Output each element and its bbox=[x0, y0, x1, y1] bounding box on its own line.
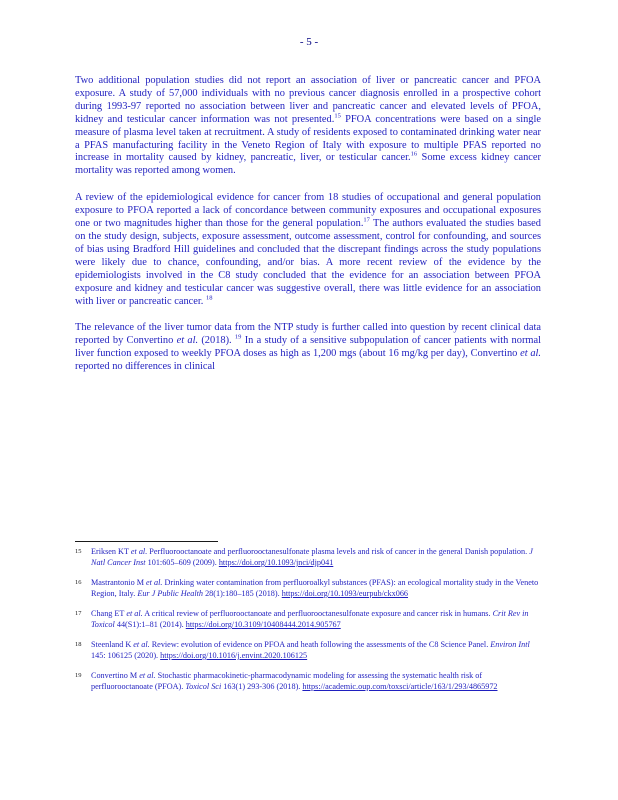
paragraph-liver-tumor-relevance bbox=[75, 322, 541, 374]
paragraph-text: (2018). bbox=[198, 335, 232, 347]
body-text bbox=[75, 75, 541, 388]
paragraph-text: The relevance of the liver tumor data from the NTP study is further called into question by recent clinical data reported by Convertino bbox=[75, 322, 541, 347]
footnote-number: 18 bbox=[75, 641, 82, 648]
paragraph-text: reported no differences in clinical bbox=[75, 361, 216, 373]
footnote-italic: et al. bbox=[146, 578, 163, 587]
footnote-16 bbox=[75, 577, 545, 599]
footnote-number: 19 bbox=[75, 672, 82, 679]
footnote-journal: Crit Rev in Toxicol bbox=[91, 609, 529, 629]
footnote-author: Chang ET bbox=[91, 609, 127, 618]
footnote-ref[interactable]: 18 bbox=[205, 294, 213, 302]
footnote-link[interactable]: https://doi.org/10.1016/j.envint.2020.106125 bbox=[160, 651, 308, 660]
paragraph-text: The authors evaluated the studies based on the study design, subjects, exposure assessment, outcome assessment, control for confounding, and sources of bias using Bradford Hill guidelines and concluded that the discrepant findings across the study populations were likely due to chance, confounding, and/or bias. A more recent review of the evidence by the epidemiologists involved in the C8 study concluded that the evidence for an association between PFOA exposure and kidney and testicular cancer was suggestive overall, there was little evidence for an association with liver or pancreatic cancer. bbox=[75, 218, 541, 307]
footnote-link[interactable]: https://academic.oup.com/toxsci/article/163/1/293/4865972 bbox=[302, 682, 498, 691]
footnote-citation: 101:605–609 (2009). bbox=[145, 558, 219, 567]
footnote-separator bbox=[75, 541, 218, 542]
footnote-link[interactable]: https://doi.org/10.3109/10408444.2014.905767 bbox=[185, 620, 341, 629]
footnote-author: Steenland K bbox=[91, 640, 134, 649]
footnote-author: Eriksen KT bbox=[91, 547, 131, 556]
footnote-number: 16 bbox=[75, 579, 82, 586]
footnote-number: 15 bbox=[75, 548, 82, 555]
paragraph-text: In a study of a sensitive subpopulation of cancer patients with normal liver function exposed to weekly PFOA doses as high as 1,200 mgs (about 16 mg/kg per day), Convertino bbox=[75, 335, 541, 360]
footnote-text: Review: evolution of evidence on PFOA and heath following the assessments of the C8 Science Panel. bbox=[149, 640, 491, 649]
footnote-text: A critical review of perfluorooctanoate and perfluorooctanesulfonate exposure and cancer risk in humans. bbox=[142, 609, 493, 618]
paragraph-italic: et al. bbox=[520, 348, 542, 360]
footnote-author: Mastrantonio M bbox=[91, 578, 147, 587]
footnote-text: Drinking water contamination from perfluoroalkyl substances (PFAS): an ecological mortality study in the Veneto Region, Italy. bbox=[91, 578, 539, 598]
paragraph-text: Two additional population studies did not report an association of liver or pancreatic cancer and PFOA exposure. A study of 57,000 individuals with no previous cancer diagnosis enrolled in a prospective cohort during 1993-97 reported no association between liver and pancreatic cancer and elevated levels of PFOA, kidney and testicular cancer information was not presented. bbox=[75, 75, 541, 125]
footnote-citation: 163(1) 293-306 (2018). bbox=[221, 682, 303, 691]
footnote-ref[interactable]: 19 bbox=[234, 333, 242, 341]
footnote-18 bbox=[75, 639, 545, 661]
paragraph-epidemiological-review bbox=[75, 192, 541, 308]
footnote-ref[interactable]: 17 bbox=[363, 216, 370, 224]
footnote-link[interactable]: https://doi.org/10.1093/jnci/djp041 bbox=[218, 558, 334, 567]
footnote-citation: 44(S1):1–81 (2014). bbox=[114, 620, 186, 629]
footnote-15 bbox=[75, 546, 545, 568]
footnote-citation: 28(1):180–185 (2018). bbox=[203, 589, 282, 598]
footnote-17 bbox=[75, 608, 545, 630]
paragraph-italic: et al. bbox=[176, 335, 199, 347]
footnote-link[interactable]: https://doi.org/10.1093/eurpub/ckx066 bbox=[281, 589, 409, 598]
footnote-journal: Environ Intl bbox=[490, 640, 530, 649]
footnote-italic: et al. bbox=[139, 671, 156, 680]
footnote-italic: et al. bbox=[133, 640, 150, 649]
footnote-italic: et al. bbox=[130, 547, 148, 556]
footnote-journal: J Natl Cancer Inst bbox=[91, 547, 533, 567]
footnote-italic: et al. bbox=[126, 609, 143, 618]
footnote-text: Perfluorooctanoate and perfluorooctanesulfonate plasma levels and risk of cancer in the general Danish population. bbox=[147, 547, 530, 556]
footnote-19 bbox=[75, 670, 545, 692]
footnotes bbox=[75, 546, 545, 701]
footnote-author: Convertino M bbox=[91, 671, 140, 680]
page-number: - 5 - bbox=[299, 36, 319, 48]
footnote-number: 17 bbox=[75, 610, 82, 617]
paragraph-text: Some excess kidney cancer mortality was reported among women. bbox=[75, 152, 541, 177]
paragraph-population-studies bbox=[75, 75, 541, 178]
footnote-ref[interactable]: 16 bbox=[410, 150, 418, 158]
paragraph-text: PFOA concentrations were based on a single measure of plasma level taken at recruitment. A study of residents exposed to contaminated drinking water near a PFAS manufacturing facility in the Veneto Region of Italy with exposure to multiple PFAS reported no increase in mortality caused by kidney, pancreatic, liver, or testicular cancer. bbox=[75, 113, 541, 164]
paragraph-text: A review of the epidemiological evidence for cancer from 18 studies of occupational and general population exposure to PFOA reported a lack of concordance between community exposures and occupational exposures one or two magnitudes higher than those for the general population. bbox=[75, 192, 541, 230]
footnote-ref[interactable]: 15 bbox=[334, 112, 341, 120]
footnote-text: Stochastic pharmacokinetic-pharmacodynamic modeling for assessing the systematic health risk of perfluorooctanoate (PFOA). bbox=[91, 671, 483, 691]
footnote-journal: Eur J Public Health bbox=[137, 589, 204, 598]
footnote-journal: Toxicol Sci bbox=[185, 682, 222, 691]
footnote-citation: 145: 106125 (2020). bbox=[91, 651, 161, 660]
